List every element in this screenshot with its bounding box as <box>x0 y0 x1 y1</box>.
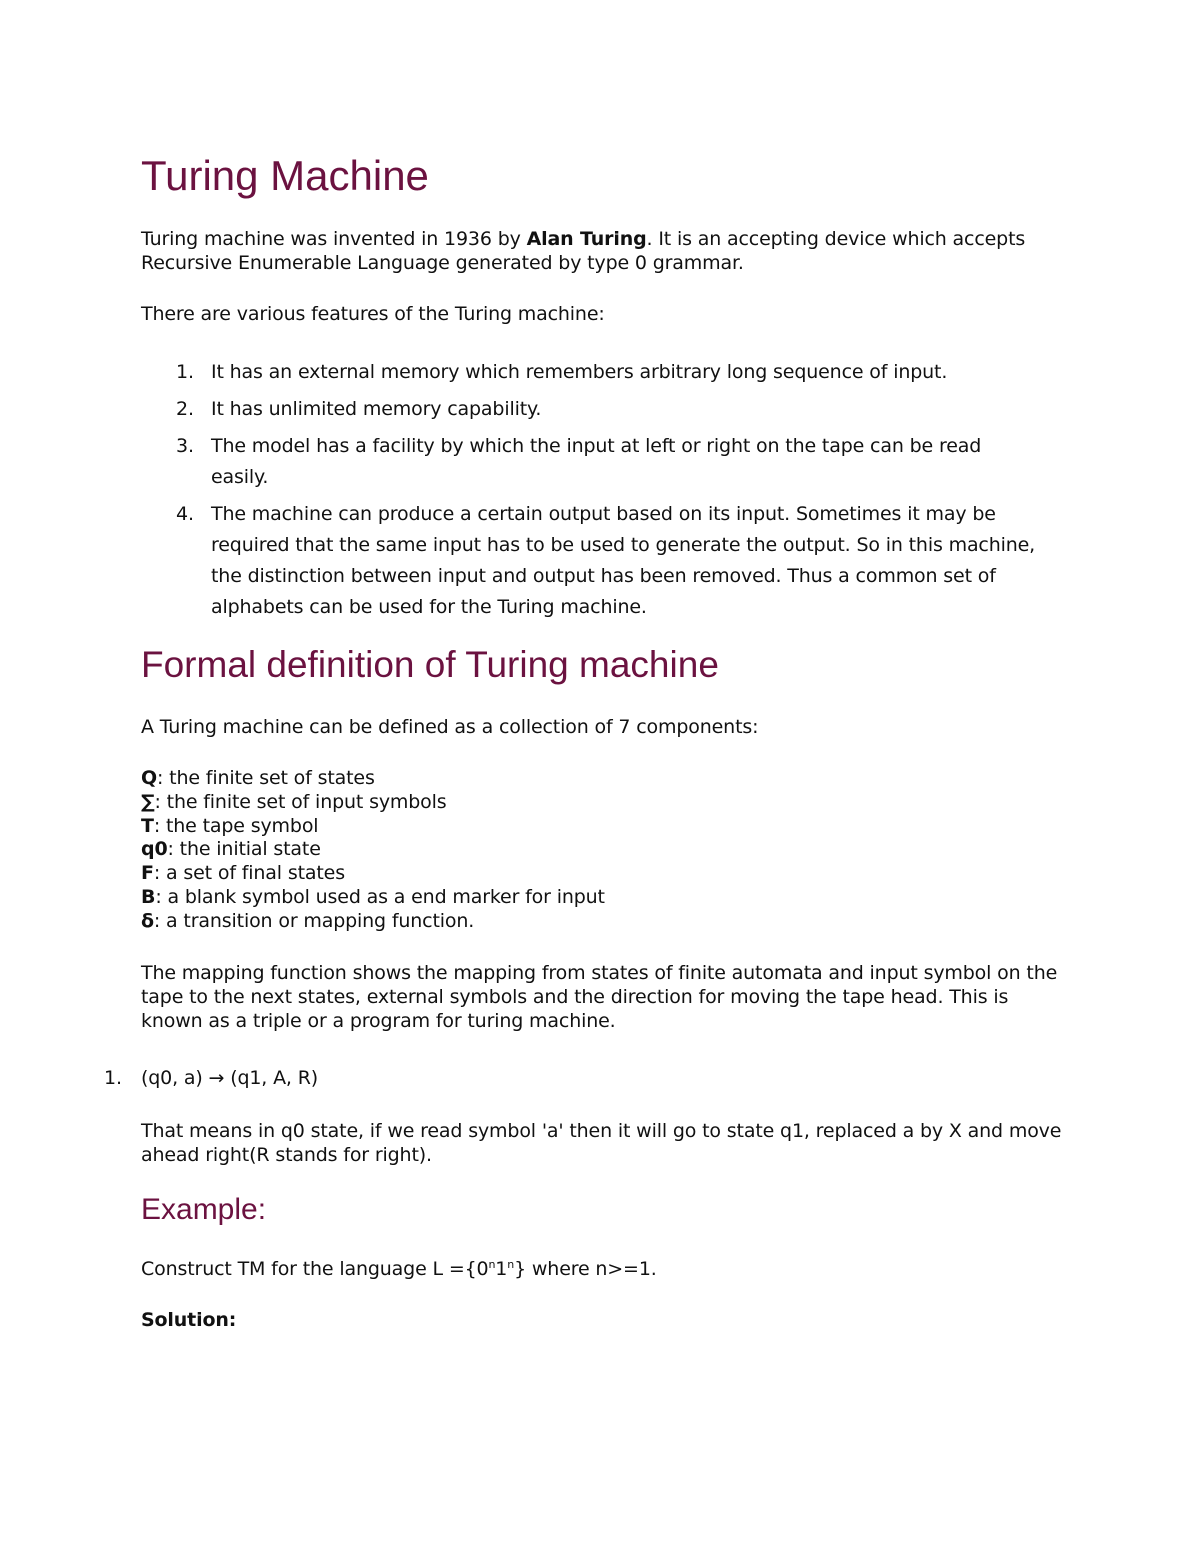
component-symbol: ∑ <box>141 790 155 813</box>
component-item <box>141 815 1041 839</box>
features-intro: There are various features of the Turing machine: <box>141 303 605 325</box>
component-symbol: T <box>141 814 154 837</box>
superscript-n: n <box>488 1258 496 1271</box>
list-item-text: The model has a facility by which the input at left or right on the tape can be read easily. <box>211 435 982 488</box>
formal-intro: A Turing machine can be defined as a collection of 7 components: <box>141 716 759 738</box>
list-item-text: It has an external memory which remembers arbitrary long sequence of input. <box>211 361 948 383</box>
list-item-number: 4. <box>176 503 194 525</box>
formal-definition-heading: Formal definition of Turing machine <box>141 644 719 685</box>
example-text-after: } where n>=1. <box>514 1258 657 1280</box>
list-item <box>141 499 1041 623</box>
explanation-paragraph: That means in q0 state, if we read symbol 'a' then it will go to state q1, replaced a by X and move ahead right(R stands for right). <box>141 1120 1062 1166</box>
mapping-paragraph: The mapping function shows the mapping from states of finite automata and input symbol on the tape to the next states, external symbols and the direction for moving the tape head. This is known as a triple or a program for turing machine. <box>141 962 1058 1032</box>
intro-bold-name: Alan Turing <box>526 228 647 250</box>
transition-example <box>104 1066 318 1090</box>
intro-paragraph <box>141 227 1066 275</box>
component-item <box>141 862 1041 886</box>
component-item <box>141 791 1041 815</box>
component-item <box>141 886 1041 910</box>
component-item <box>141 767 1041 791</box>
superscript-n: n <box>507 1258 515 1271</box>
component-symbol: Q <box>141 767 158 789</box>
list-item <box>141 357 1041 388</box>
component-desc: : the tape symbol <box>153 814 319 837</box>
component-desc: : the finite set of input symbols <box>154 790 447 813</box>
list-item-number: 1. <box>176 361 194 383</box>
intro-text-after: . It is an accepting device which accepts Recursive Enumerable Language generated by type 0 grammar. <box>141 228 1026 274</box>
solution-label: Solution: <box>141 1309 237 1331</box>
component-desc: : a blank symbol used as a end marker for input <box>155 885 605 908</box>
page-title: Turing Machine <box>141 152 429 199</box>
transition-text: (q0, a) → (q1, A, R) <box>141 1067 319 1089</box>
list-item-number: 1. <box>104 1067 122 1089</box>
component-symbol: F <box>141 862 154 885</box>
component-item <box>141 910 1041 934</box>
component-desc: : the initial state <box>167 838 321 861</box>
example-text-mid: 1 <box>495 1258 508 1280</box>
features-list <box>141 357 1041 629</box>
list-item-text: It has unlimited memory capability. <box>211 398 542 420</box>
component-symbol: δ <box>141 909 154 932</box>
components-list <box>141 767 1041 934</box>
component-item <box>141 838 1041 862</box>
list-item <box>141 394 1041 425</box>
example-heading: Example: <box>141 1193 267 1226</box>
component-symbol: B <box>141 885 156 908</box>
component-symbol: q0 <box>141 838 168 861</box>
example-text-before: Construct TM for the language L ={0 <box>141 1258 489 1280</box>
list-item-number: 3. <box>176 435 194 457</box>
component-desc: : a set of final states <box>153 862 345 885</box>
component-desc: : a transition or mapping function. <box>153 909 475 932</box>
component-desc: : the finite set of states <box>157 767 375 789</box>
example-paragraph <box>141 1257 1066 1281</box>
list-item-number: 2. <box>176 398 194 420</box>
list-item-text: The machine can produce a certain output based on its input. Sometimes it may be required that the same input has to be used to generate the output. So in this machine, the distinction between input and output has been removed. Thus a common set of alphabets can be used for the Turing machine. <box>211 503 1036 618</box>
intro-text-before: Turing machine was invented in 1936 by <box>141 228 527 250</box>
list-item <box>141 431 1041 493</box>
